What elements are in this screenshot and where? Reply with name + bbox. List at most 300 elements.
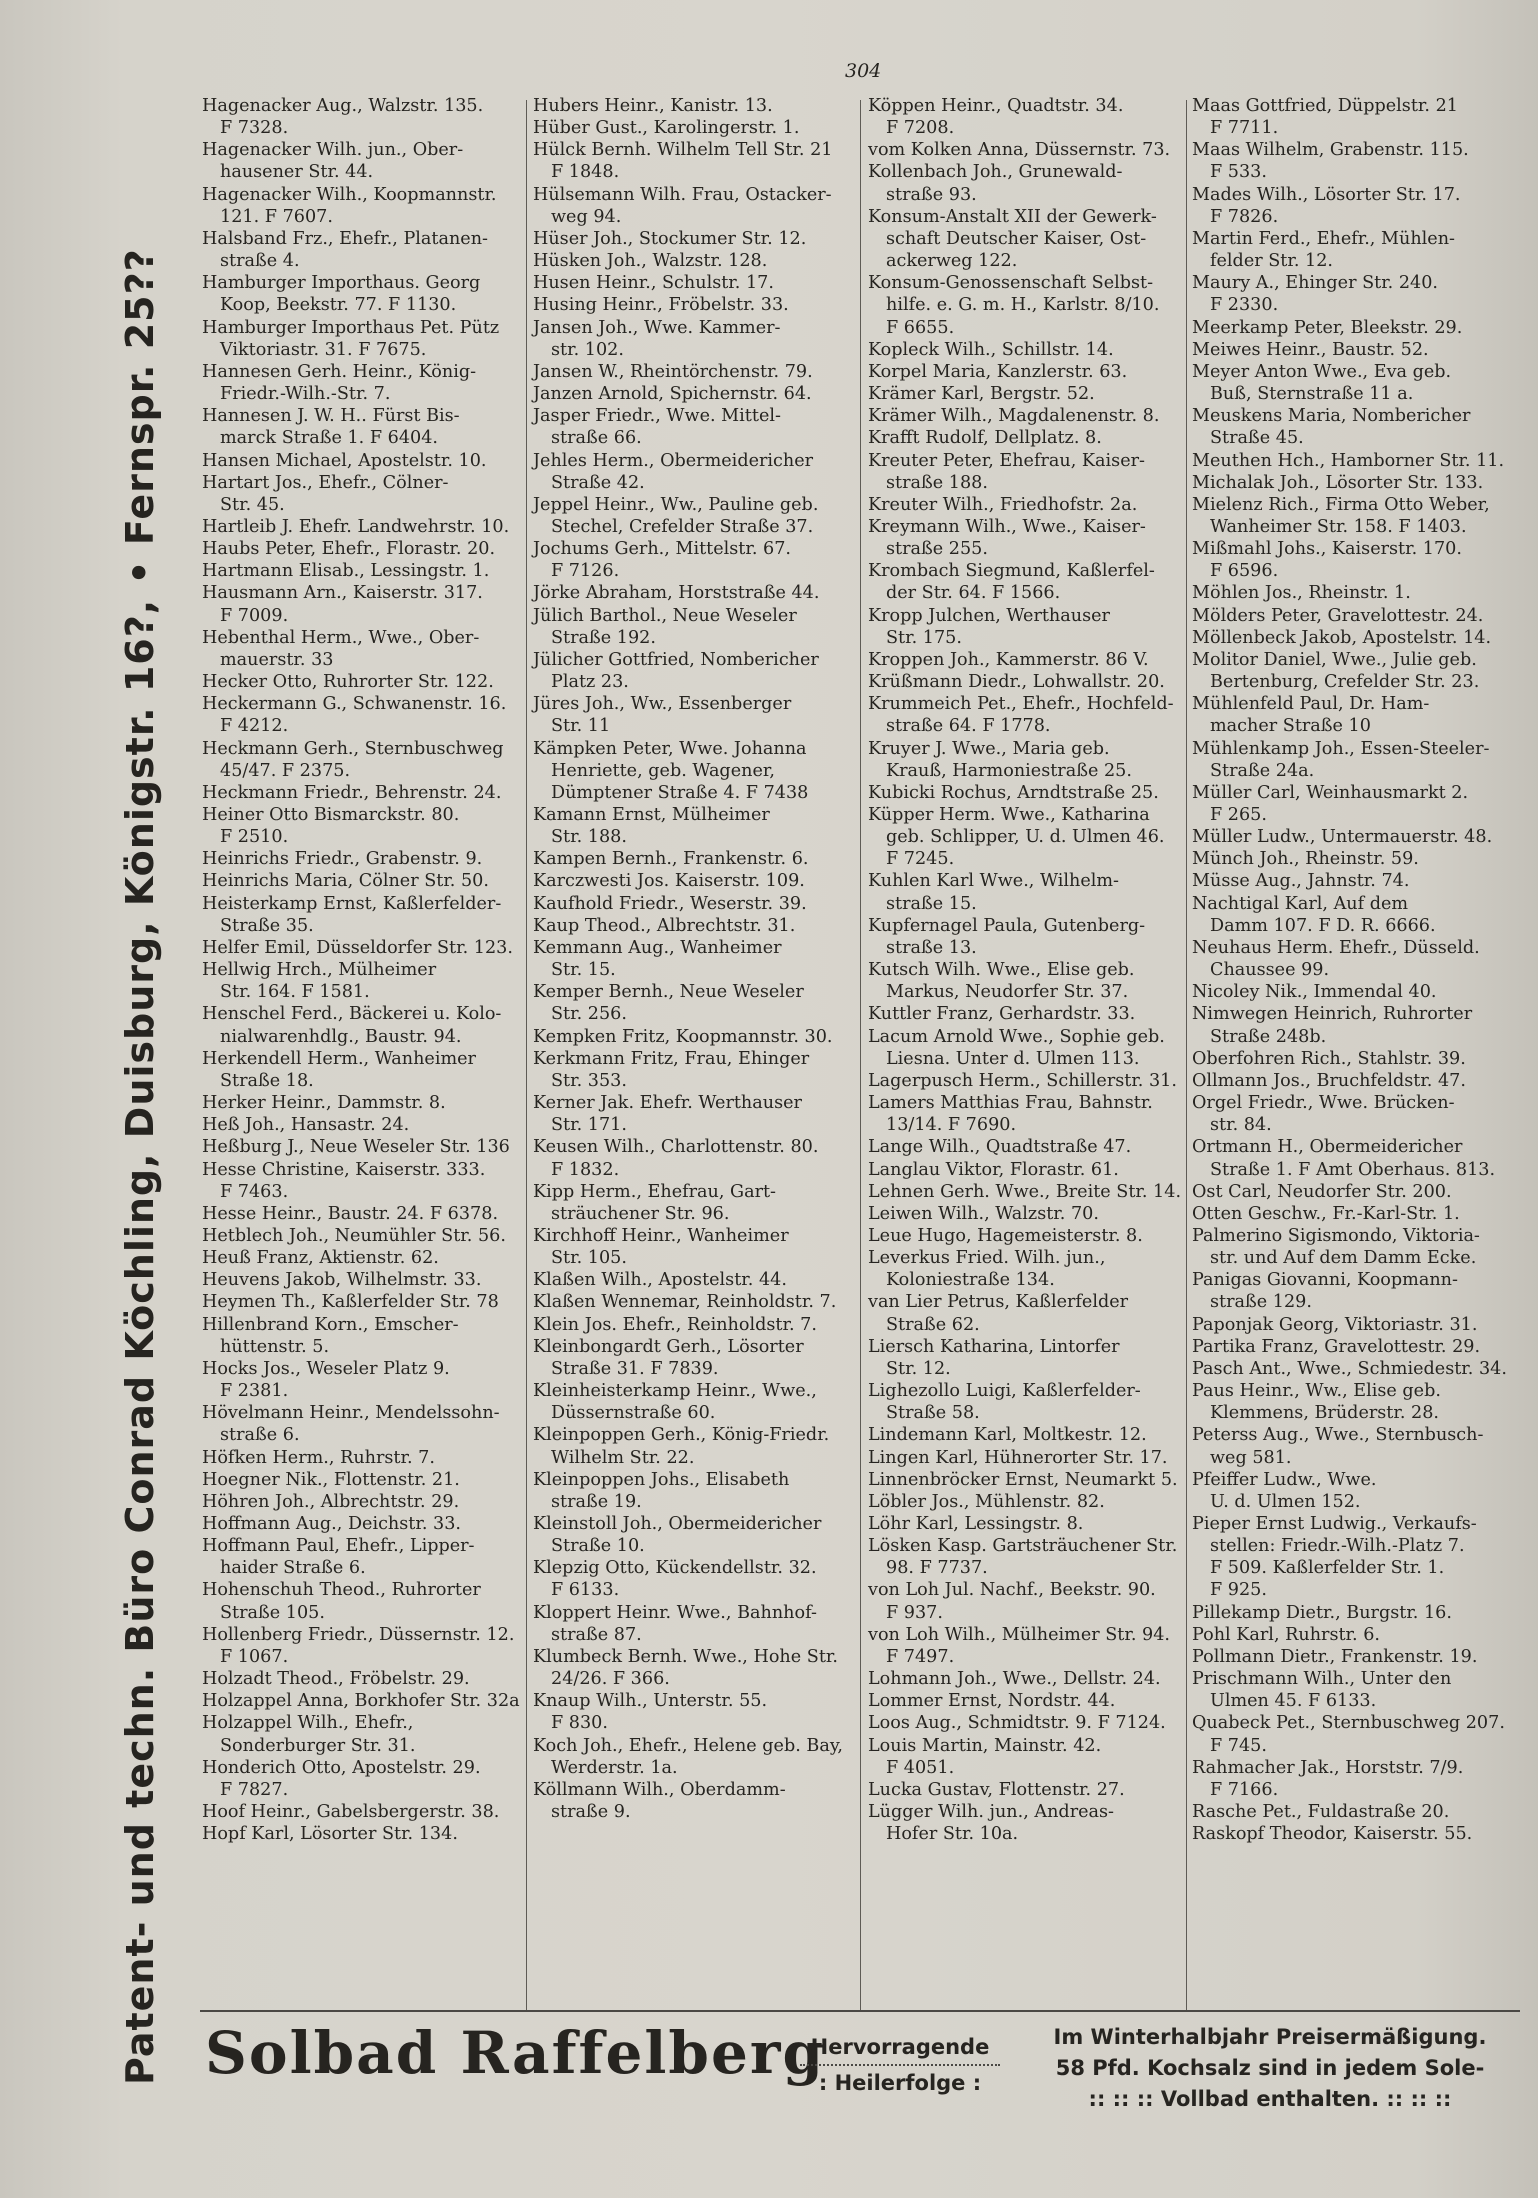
directory-line: felder Str. 12. — [1210, 251, 1333, 272]
directory-line: Str. 11 — [551, 716, 611, 737]
directory-line: Liersch Katharina, Lintorfer — [868, 1336, 1120, 1357]
directory-line: Rahmacher Jak., Horststr. 7/9. — [1192, 1757, 1464, 1778]
directory-line: hüttenstr. 5. — [220, 1336, 330, 1357]
directory-line: F 2330. — [1210, 295, 1279, 316]
directory-line: Straße 24a. — [1210, 760, 1315, 781]
directory-line: Hetblech Joh., Neumühler Str. 56. — [202, 1225, 506, 1246]
advertisement-tagline-line-1: Hervorragende — [800, 2030, 1000, 2066]
directory-line: str. 102. — [551, 339, 624, 360]
directory-line: 45/47. F 2375. — [220, 760, 351, 781]
directory-line: Liesna. Unter d. Ulmen 113. — [886, 1048, 1140, 1069]
directory-line: Lohmann Joh., Wwe., Dellstr. 24. — [868, 1669, 1161, 1690]
directory-line: Chaussee 99. — [1210, 960, 1330, 981]
advertisement-title: Solbad Raffelberg — [205, 2019, 826, 2087]
directory-line: straße 13. — [886, 937, 977, 958]
directory-line: Kirchhoff Heinr., Wanheimer — [533, 1225, 789, 1246]
directory-line: macher Straße 10 — [1210, 716, 1371, 737]
directory-line: Kleinheisterkamp Heinr., Wwe., — [533, 1381, 817, 1402]
directory-line: Heß Joh., Hansastr. 24. — [202, 1115, 410, 1136]
directory-line: Herker Heinr., Dammstr. 8. — [202, 1093, 446, 1114]
directory-line: Kreymann Wilh., Wwe., Kaiser- — [868, 516, 1146, 537]
directory-line: Nicoley Nik., Immendal 40. — [1192, 982, 1437, 1003]
directory-line: van Lier Petrus, Kaßlerfelder — [868, 1292, 1129, 1313]
directory-line: Wilhelm Str. 22. — [551, 1447, 695, 1468]
directory-line: ackerweg 122. — [886, 251, 1018, 272]
directory-line: Heinrichs Friedr., Grabenstr. 9. — [202, 849, 483, 870]
directory-line: Kroppen Joh., Kammerstr. 86 V. — [868, 649, 1149, 670]
advertisement-rule — [200, 2010, 1520, 2012]
directory-line: Lingen Karl, Hühnerorter Str. 17. — [868, 1447, 1168, 1468]
directory-column-2 — [533, 95, 855, 1823]
directory-line: Halsband Frz., Ehefr., Platanen- — [202, 228, 488, 249]
directory-line: Mißmahl Johs., Kaiserstr. 170. — [1192, 539, 1462, 560]
directory-line: Maury A., Ehinger Str. 240. — [1192, 273, 1439, 294]
directory-line: Damm 107. F D. R. 6666. — [1210, 915, 1436, 936]
directory-line: Krüßmann Diedr., Lohwallstr. 20. — [868, 672, 1165, 693]
directory-line: Straße 10. — [551, 1536, 645, 1557]
directory-line: Klumbeck Bernh. Wwe., Hohe Str. — [533, 1646, 838, 1667]
directory-line: Straße 105. — [220, 1602, 325, 1623]
directory-line: Jasper Friedr., Wwe. Mittel- — [533, 406, 781, 427]
directory-line: Hannesen J. W. H.. Fürst Bis- — [202, 406, 460, 427]
directory-line: Hannesen Gerh. Heinr., König- — [202, 361, 477, 382]
directory-line: Jansen W., Rheintörchenstr. 79. — [533, 361, 813, 382]
directory-line: Kerkmann Fritz, Frau, Ehinger — [533, 1048, 810, 1069]
directory-line: Wanheimer Str. 158. F 1403. — [1210, 516, 1467, 537]
directory-line: Kubicki Rochus, Arndtstraße 25. — [868, 782, 1159, 803]
column-divider — [860, 100, 861, 2012]
directory-line: F 4212. — [220, 716, 289, 737]
directory-line: Heinrichs Maria, Cölner Str. 50. — [202, 871, 489, 892]
directory-line: Ortmann H., Obermeidericher — [1192, 1137, 1463, 1158]
directory-line: Kropp Julchen, Werthauser — [868, 605, 1110, 626]
directory-line: Hillenbrand Korn., Emscher- — [202, 1314, 459, 1335]
directory-line: Leue Hugo, Hagemeisterstr. 8. — [868, 1225, 1143, 1246]
directory-line: F 2510. — [220, 827, 289, 848]
directory-line: Hartleib J. Ehefr. Landwehrstr. 10. — [202, 516, 510, 537]
directory-line: Dümptener Straße 4. F 7438 — [551, 782, 809, 803]
directory-line: Heiner Otto Bismarckstr. 80. — [202, 805, 460, 825]
directory-line: Rasche Pet., Fuldastraße 20. — [1192, 1802, 1450, 1823]
directory-line: Straße 45. — [1210, 428, 1304, 449]
directory-line: Straße 18. — [220, 1070, 314, 1091]
directory-line: straße 19. — [551, 1491, 642, 1512]
directory-line: schaft Deutscher Kaiser, Ost- — [886, 228, 1147, 249]
directory-line: Lösken Kasp. Gartsträuchener Str. — [868, 1536, 1178, 1557]
directory-line: Hoffmann Aug., Deichstr. 33. — [202, 1514, 462, 1534]
directory-line: F 7126. — [551, 561, 620, 582]
directory-line: Hamburger Importhaus. Georg — [202, 273, 481, 294]
directory-line: Hoof Heinr., Gabelsbergerstr. 38. — [202, 1802, 500, 1823]
directory-line: Löbler Jos., Mühlenstr. 82. — [868, 1491, 1105, 1512]
directory-line: Str. 12. — [886, 1358, 951, 1379]
column-divider — [1186, 100, 1187, 2012]
directory-column-4 — [1192, 95, 1517, 1845]
directory-line: Lacum Arnold Wwe., Sophie geb. — [868, 1026, 1165, 1047]
directory-line: Müller Carl, Weinhausmarkt 2. — [1192, 782, 1469, 803]
directory-line: Kleinpoppen Johs., Elisabeth — [533, 1469, 790, 1490]
page-number: 304 — [845, 60, 882, 82]
directory-line: Jeppel Heinr., Ww., Pauline geb. — [533, 494, 819, 515]
directory-line: Hesse Heinr., Baustr. 24. F 6378. — [202, 1203, 499, 1224]
directory-line: Klaßen Wilh., Apostelstr. 44. — [533, 1270, 787, 1291]
directory-line: Str. 45. — [220, 494, 285, 515]
directory-line: Str. 256. — [551, 1004, 627, 1025]
directory-line: F 1848. — [551, 162, 620, 183]
directory-line: Str. 164. F 1581. — [220, 982, 370, 1003]
directory-line: U. d. Ulmen 152. — [1210, 1491, 1361, 1512]
directory-line: Heisterkamp Ernst, Kaßlerfelder- — [202, 893, 502, 914]
directory-line: Molitor Daniel, Wwe., Julie geb. — [1192, 649, 1477, 670]
directory-line: Leiwen Wilh., Walzstr. 70. — [868, 1203, 1099, 1224]
directory-line: vom Kolken Anna, Düssernstr. 73. — [868, 140, 1171, 161]
advertisement-details-line-2: 58 Pfd. Kochsalz sind in jedem Sole- — [1055, 2056, 1485, 2080]
directory-line: F 830. — [551, 1713, 608, 1734]
directory-line: Hollenberg Friedr., Düssernstr. 12. — [202, 1624, 515, 1645]
directory-line: Orgel Friedr., Wwe. Brücken- — [1192, 1093, 1455, 1114]
directory-line: Höhren Joh., Albrechtstr. 29. — [202, 1491, 460, 1512]
directory-line: F 7826. — [1210, 206, 1279, 227]
directory-line: Mielenz Rich., Firma Otto Weber, — [1192, 494, 1490, 515]
directory-line: Herkendell Herm., Wanheimer — [202, 1048, 476, 1069]
directory-line: mauerstr. 33 — [220, 649, 334, 670]
directory-line: 121. F 7607. — [220, 206, 333, 227]
directory-line: Jüres Joh., Ww., Essenberger — [533, 694, 792, 715]
directory-line: Krämer Wilh., Magdalenenstr. 8. — [868, 406, 1160, 427]
directory-line: F 7328. — [220, 118, 289, 139]
directory-line: Kutsch Wilh. Wwe., Elise geb. — [868, 960, 1135, 981]
directory-line: Str. 175. — [886, 627, 962, 648]
directory-line: Hocks Jos., Weseler Platz 9. — [202, 1358, 450, 1379]
directory-line: Lucka Gustav, Flottenstr. 27. — [868, 1779, 1125, 1800]
directory-line: Prischmann Wilh., Unter den — [1192, 1669, 1452, 1690]
directory-line: F 7711. — [1210, 118, 1279, 139]
directory-line: Hüsken Joh., Walzstr. 128. — [533, 251, 768, 272]
directory-line: Jansen Joh., Wwe. Kammer- — [533, 317, 781, 338]
directory-line: Heymen Th., Kaßlerfelder Str. 78 — [202, 1292, 499, 1313]
directory-line: Pohl Karl, Ruhrstr. 6. — [1192, 1624, 1380, 1645]
directory-line: Haubs Peter, Ehefr., Florastr. 20. — [202, 539, 496, 560]
directory-line: Honderich Otto, Apostelstr. 29. — [202, 1757, 481, 1778]
directory-line: Kleinstoll Joh., Obermeidericher — [533, 1514, 822, 1534]
directory-line: Müsse Aug., Jahnstr. 74. — [1192, 871, 1410, 892]
directory-line: Oberfohren Rich., Stahlstr. 39. — [1192, 1048, 1466, 1069]
directory-line: Neuhaus Herm. Ehefr., Düsseld. — [1192, 937, 1480, 958]
directory-line: Straße 62. — [886, 1314, 980, 1335]
directory-line: Michalak Joh., Lösorter Str. 133. — [1192, 472, 1484, 493]
directory-line: F 7245. — [886, 849, 955, 870]
column-divider — [526, 100, 527, 2012]
directory-line: Bertenburg, Crefelder Str. 23. — [1210, 672, 1480, 693]
directory-line: Mölders Peter, Gravelottestr. 24. — [1192, 605, 1484, 626]
directory-line: Klein Jos. Ehefr., Reinholdstr. 7. — [533, 1314, 817, 1335]
directory-line: Straße 58. — [886, 1403, 980, 1424]
directory-line: Hebenthal Herm., Wwe., Ober- — [202, 627, 480, 648]
directory-line: Kupfernagel Paula, Gutenberg- — [868, 915, 1146, 936]
directory-line: Ulmen 45. F 6133. — [1210, 1691, 1377, 1712]
directory-line: F 2381. — [220, 1381, 289, 1402]
directory-line: Kemmann Aug., Wanheimer — [533, 937, 782, 958]
directory-line: F 6596. — [1210, 561, 1279, 582]
directory-line: straße 15. — [886, 893, 977, 914]
directory-line: Meuthen Hch., Hamborner Str. 11. — [1192, 450, 1505, 471]
directory-line: der Str. 64. F 1566. — [886, 583, 1061, 604]
directory-line: F 533. — [1210, 162, 1267, 183]
directory-line: Kopleck Wilh., Schillstr. 14. — [868, 339, 1114, 360]
directory-line: Köppen Heinr., Quadtstr. 34. — [868, 96, 1124, 116]
directory-line: Krämer Karl, Bergstr. 52. — [868, 384, 1095, 405]
directory-line: Holzadt Theod., Fröbelstr. 29. — [202, 1669, 470, 1690]
directory-line: F 7208. — [886, 118, 955, 139]
directory-line: Krauß, Harmoniestraße 25. — [886, 760, 1132, 781]
directory-line: Konsum-Genossenschaft Selbst- — [868, 273, 1154, 294]
directory-line: Panigas Giovanni, Koopmann- — [1192, 1270, 1458, 1291]
advertisement-tagline-line-2: : Heilerfolge : — [818, 2071, 982, 2095]
directory-line: Straße 31. F 7839. — [551, 1358, 719, 1379]
directory-line: F 925. — [1210, 1580, 1267, 1601]
directory-line: F 1067. — [220, 1646, 289, 1667]
directory-line: Meuskens Maria, Nombericher — [1192, 406, 1471, 427]
directory-line: Möllenbeck Jakob, Apostelstr. 14. — [1192, 627, 1492, 648]
directory-line: F 265. — [1210, 805, 1267, 825]
directory-line: F 745. — [1210, 1735, 1267, 1756]
directory-line: Loos Aug., Schmidtstr. 9. F 7124. — [868, 1713, 1166, 1734]
directory-line: F 7497. — [886, 1646, 955, 1667]
directory-line: Höfken Herm., Ruhrstr. 7. — [202, 1447, 435, 1468]
directory-line: Knaup Wilh., Unterstr. 55. — [533, 1691, 768, 1712]
directory-line: Nachtigal Karl, Auf dem — [1192, 893, 1409, 914]
directory-line: Pollmann Dietr., Frankenstr. 19. — [1192, 1646, 1478, 1667]
directory-line: weg 94. — [551, 206, 622, 227]
directory-line: Janzen Arnold, Spichernstr. 64. — [533, 384, 812, 405]
directory-line: Kempken Fritz, Koopmannstr. 30. — [533, 1026, 833, 1047]
directory-line: Mades Wilh., Lösorter Str. 17. — [1192, 184, 1461, 205]
directory-line: Koloniestraße 134. — [886, 1270, 1055, 1291]
directory-line: Stechel, Crefelder Straße 37. — [551, 516, 814, 537]
advertisement-details — [1025, 2022, 1515, 2115]
directory-line: Straße 42. — [551, 472, 645, 493]
directory-line: Nimwegen Heinrich, Ruhrorter — [1192, 1004, 1473, 1025]
directory-line: Lindemann Karl, Moltkestr. 12. — [868, 1425, 1147, 1446]
directory-line: Kruyer J. Wwe., Maria geb. — [868, 738, 1110, 759]
directory-line: Löhr Karl, Lessingstr. 8. — [868, 1514, 1084, 1534]
directory-line: F 4051. — [886, 1757, 955, 1778]
directory-line: hilfe. e. G. m. H., Karlstr. 8/10. — [886, 295, 1160, 316]
directory-line: Mühlenfeld Paul, Dr. Ham- — [1192, 694, 1430, 715]
directory-line: sträuchener Str. 96. — [551, 1203, 730, 1224]
directory-line: Peterss Aug., Wwe., Sternbusch- — [1192, 1425, 1484, 1446]
directory-line: Hoffmann Paul, Ehefr., Lipper- — [202, 1536, 475, 1557]
directory-line: Kamann Ernst, Mülheimer — [533, 805, 770, 825]
directory-line: Lighezollo Luigi, Kaßlerfelder- — [868, 1381, 1141, 1402]
directory-line: Straße 35. — [220, 915, 314, 936]
directory-line: Karczwesti Jos. Kaiserstr. 109. — [533, 871, 805, 892]
directory-line: Pfeiffer Ludw., Wwe. — [1192, 1469, 1377, 1490]
directory-line: Heuß Franz, Aktienstr. 62. — [202, 1248, 439, 1269]
directory-line: Kuttler Franz, Gerhardstr. 33. — [868, 1004, 1136, 1025]
directory-line: F 1832. — [551, 1159, 620, 1180]
directory-line: Kreuter Peter, Ehefrau, Kaiser- — [868, 450, 1145, 471]
directory-line: Quabeck Pet., Sternbuschweg 207. — [1192, 1713, 1505, 1734]
directory-line: Münch Joh., Rheinstr. 59. — [1192, 849, 1419, 870]
directory-line: Jehles Herm., Obermeidericher — [533, 450, 814, 471]
directory-column-3 — [868, 95, 1188, 1845]
directory-line: Hohenschuh Theod., Ruhrorter — [202, 1580, 481, 1601]
directory-line: Hausmann Arn., Kaiserstr. 317. — [202, 583, 483, 604]
directory-line: Korpel Maria, Kanzlerstr. 63. — [868, 361, 1128, 382]
directory-line: Hülsemann Wilh. Frau, Ostacker- — [533, 184, 832, 205]
directory-line: Markus, Neudorfer Str. 37. — [886, 982, 1129, 1003]
directory-line: Otten Geschw., Fr.-Karl-Str. 1. — [1192, 1203, 1460, 1224]
directory-line: Hesse Christine, Kaiserstr. 333. — [202, 1159, 486, 1180]
directory-line: F 7009. — [220, 605, 289, 626]
directory-line: Lügger Wilh. jun., Andreas- — [868, 1802, 1114, 1823]
directory-line: Meiwes Heinr., Baustr. 52. — [1192, 339, 1429, 360]
directory-line: Hoegner Nik., Flottenstr. 21. — [202, 1469, 460, 1490]
directory-line: Pieper Ernst Ludwig., Verkaufs- — [1192, 1514, 1477, 1534]
directory-line: Meyer Anton Wwe., Eva geb. — [1192, 361, 1452, 382]
directory-line: geb. Schlipper, U. d. Ulmen 46. — [886, 827, 1165, 848]
directory-column-1 — [202, 95, 522, 1845]
directory-line: straße 4. — [220, 251, 300, 272]
directory-line: Hagenacker Wilh., Koopmannstr. — [202, 184, 497, 205]
directory-line: F 6655. — [886, 317, 955, 338]
directory-line: von Loh Jul. Nachf., Beekstr. 90. — [868, 1580, 1156, 1601]
directory-line: 98. F 7737. — [886, 1558, 988, 1579]
directory-line: Meerkamp Peter, Bleekstr. 29. — [1192, 317, 1463, 338]
directory-line: Hövelmann Heinr., Mendelssohn- — [202, 1403, 500, 1424]
directory-line: Hubers Heinr., Kanistr. 13. — [533, 96, 773, 116]
directory-line: Lamers Matthias Frau, Bahnstr. — [868, 1093, 1153, 1114]
directory-line: Jülicher Gottfried, Nombericher — [533, 649, 819, 670]
directory-line: straße 255. — [886, 539, 988, 560]
directory-line: Louis Martin, Mainstr. 42. — [868, 1735, 1102, 1756]
directory-line: straße 6. — [220, 1425, 300, 1446]
directory-line: Heckmann Gerh., Sternbuschweg — [202, 738, 504, 759]
directory-line: Krafft Rudolf, Dellplatz. 8. — [868, 428, 1102, 449]
directory-line: Hartart Jos., Ehefr., Cölner- — [202, 472, 449, 493]
directory-line: Henriette, geb. Wagener, — [551, 760, 775, 781]
directory-line: Martin Ferd., Ehefr., Mühlen- — [1192, 228, 1455, 249]
directory-line: nialwarenhdlg., Baustr. 94. — [220, 1026, 462, 1047]
directory-line: Maas Wilhelm, Grabenstr. 115. — [1192, 140, 1469, 161]
directory-line: Str. 105. — [551, 1248, 627, 1269]
directory-line: Str. 15. — [551, 960, 616, 981]
directory-line: Partika Franz, Gravelottestr. 29. — [1192, 1336, 1481, 1357]
directory-line: Platz 23. — [551, 672, 629, 693]
directory-line: Jochums Gerh., Mittelstr. 67. — [533, 539, 792, 560]
directory-line: Kaup Theod., Albrechtstr. 31. — [533, 915, 796, 936]
directory-line: Werderstr. 1a. — [551, 1757, 678, 1778]
directory-line: Koch Joh., Ehefr., Helene geb. Bay, — [533, 1735, 844, 1756]
directory-line: Str. 171. — [551, 1115, 627, 1136]
directory-line: Mühlenkamp Joh., Essen-Steeler- — [1192, 738, 1490, 759]
directory-line: Düssernstraße 60. — [551, 1403, 716, 1424]
directory-line: Straße 1. F Amt Oberhaus. 813. — [1210, 1159, 1496, 1180]
directory-line: F 7463. — [220, 1181, 289, 1202]
directory-line: Kipp Herm., Ehefrau, Gart- — [533, 1181, 776, 1202]
directory-line: stellen: Friedr.-Wilh.-Platz 7. — [1210, 1536, 1465, 1557]
directory-line: Kleinbongardt Gerh., Lösorter — [533, 1336, 804, 1357]
directory-line: Lehnen Gerh. Wwe., Breite Str. 14. — [868, 1181, 1182, 1202]
directory-line: Koop, Beekstr. 77. F 1130. — [220, 295, 457, 316]
directory-line: Krummeich Pet., Ehefr., Hochfeld- — [868, 694, 1174, 715]
directory-line: Raskopf Theodor, Kaiserstr. 55. — [1192, 1824, 1473, 1845]
directory-line: Hüber Gust., Karolingerstr. 1. — [533, 118, 800, 139]
directory-line: straße 64. F 1778. — [886, 716, 1051, 737]
directory-line: Heckmann Friedr., Behrenstr. 24. — [202, 782, 502, 803]
directory-line: Kemper Bernh., Neue Weseler — [533, 982, 804, 1003]
directory-line: Buß, Sternstraße 11 a. — [1210, 384, 1414, 405]
directory-line: str. und Auf dem Damm Ecke. — [1210, 1248, 1477, 1269]
directory-line: Heuvens Jakob, Wilhelmstr. 33. — [202, 1270, 482, 1291]
directory-line: F 937. — [886, 1602, 943, 1623]
directory-line: F 509. Kaßlerfelder Str. 1. — [1210, 1558, 1445, 1579]
directory-line: hausener Str. 44. — [220, 162, 374, 183]
directory-line: Sonderburger Str. 31. — [220, 1735, 416, 1756]
directory-line: Müller Ludw., Untermauerstr. 48. — [1192, 827, 1493, 848]
directory-line: Kleinpoppen Gerh., König-Friedr. — [533, 1425, 830, 1446]
directory-line: F 7166. — [1210, 1779, 1279, 1800]
directory-line: Maas Gottfried, Düppelstr. 21 — [1192, 96, 1458, 116]
directory-line: Hartmann Elisab., Lessingstr. 1. — [202, 561, 490, 582]
directory-line: Kreuter Wilh., Friedhofstr. 2a. — [868, 494, 1138, 515]
side-banner-advertisement: Patent- und techn. Büro Conrad Köchling, Duisburg, Königstr. 16?, • Fernspr. 25?? — [118, 248, 162, 2085]
advertisement-details-line-1: Im Winterhalbjahr Preisermäßigung. — [1053, 2025, 1487, 2049]
directory-line: Hofer Str. 10a. — [886, 1824, 1019, 1845]
directory-line: Friedr.-Wilh.-Str. 7. — [220, 384, 391, 405]
directory-line: straße 93. — [886, 184, 977, 205]
directory-line: Viktoriastr. 31. F 7675. — [220, 339, 427, 360]
directory-line: Straße 248b. — [1210, 1026, 1327, 1047]
directory-line: Str. 353. — [551, 1070, 627, 1091]
directory-line: Hülck Bernh. Wilhelm Tell Str. 21 — [533, 140, 833, 161]
directory-line: str. 84. — [1210, 1115, 1272, 1136]
directory-line: straße 9. — [551, 1802, 631, 1823]
directory-line: weg 581. — [1210, 1447, 1292, 1468]
directory-line: Keusen Wilh., Charlottenstr. 80. — [533, 1137, 819, 1158]
directory-line: Kollenbach Joh., Grunewald- — [868, 162, 1123, 183]
directory-line: Krombach Siegmund, Kaßlerfel- — [868, 561, 1155, 582]
directory-line: Palmerino Sigismondo, Viktoria- — [1192, 1225, 1480, 1246]
directory-line: Kerner Jak. Ehefr. Werthauser — [533, 1093, 802, 1114]
directory-line: Ost Carl, Neudorfer Str. 200. — [1192, 1181, 1452, 1202]
directory-line: Husen Heinr., Schulstr. 17. — [533, 273, 774, 294]
directory-line: Konsum-Anstalt XII der Gewerk- — [868, 206, 1157, 227]
directory-line: Klepzig Otto, Kückendellstr. 32. — [533, 1558, 817, 1579]
directory-line: 13/14. F 7690. — [886, 1115, 1017, 1136]
directory-line: Küpper Herm. Wwe., Katharina — [868, 805, 1150, 825]
directory-line: Kämpken Peter, Wwe. Johanna — [533, 738, 807, 759]
directory-line: Kloppert Heinr. Wwe., Bahnhof- — [533, 1602, 817, 1623]
directory-line: Hamburger Importhaus Pet. Pütz — [202, 317, 500, 338]
directory-line: Lange Wilh., Quadtstraße 47. — [868, 1137, 1132, 1158]
directory-line: haider Straße 6. — [220, 1558, 366, 1579]
directory-line: F 6133. — [551, 1580, 620, 1601]
directory-line: Jülich Barthol., Neue Weseler — [533, 605, 797, 626]
directory-line: Hansen Michael, Apostelstr. 10. — [202, 450, 487, 471]
advertisement-tagline — [800, 2030, 1000, 2100]
directory-line: Henschel Ferd., Bäckerei u. Kolo- — [202, 1004, 502, 1025]
directory-line: Hecker Otto, Ruhrorter Str. 122. — [202, 672, 494, 693]
directory-line: Holzappel Anna, Borkhofer Str. 32a — [202, 1691, 520, 1712]
directory-line: Kuhlen Karl Wwe., Wilhelm- — [868, 871, 1120, 892]
directory-line: Heßburg J., Neue Weseler Str. 136 — [202, 1137, 510, 1158]
directory-line: von Loh Wilh., Mülheimer Str. 94. — [868, 1624, 1170, 1645]
directory-line: marck Straße 1. F 6404. — [220, 428, 439, 449]
directory-line: Hagenacker Wilh. jun., Ober- — [202, 140, 464, 161]
directory-line: Lagerpusch Herm., Schillerstr. 31. — [868, 1070, 1177, 1091]
